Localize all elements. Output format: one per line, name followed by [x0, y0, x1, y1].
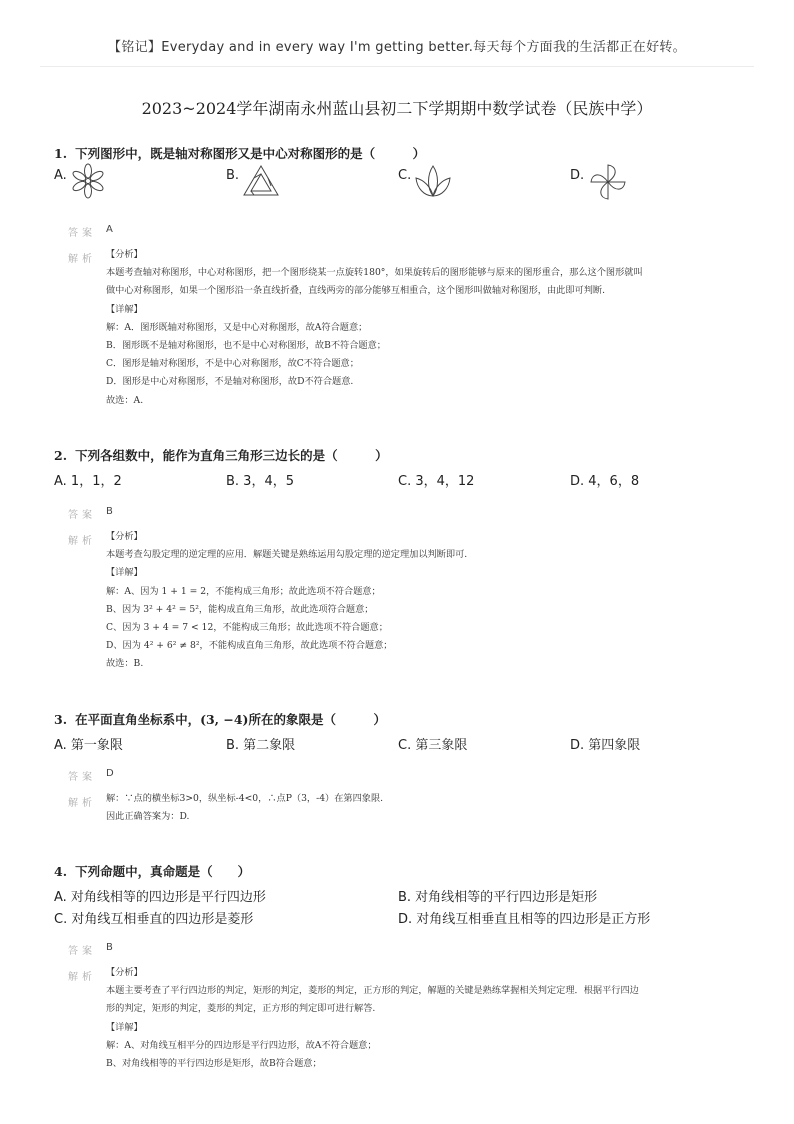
pinwheel-icon: [588, 162, 628, 202]
options-row: [54, 470, 754, 492]
analysis-line: 【分析】: [106, 249, 143, 260]
question-1: [54, 144, 754, 190]
question-stem: 在平面直角坐标系中，(3, −4)所在的象限是（ ）: [75, 712, 386, 727]
question-stem: 下列命题中，真命题是（ ）: [75, 864, 251, 879]
motto-banner: 【铭记】Everyday and in every way I'm getting better.每天每个方面我的生活都正在好转。: [108, 40, 686, 55]
analysis-line: B．图形既不是轴对称图形，也不是中心对称图形，故B不符合题意；: [106, 340, 386, 352]
analysis-line: 形的判定，矩形的判定，菱形的判定，正方形的判定即可进行解答.: [106, 1003, 376, 1015]
answer-value: A: [106, 224, 113, 235]
analysis-line: 解：A．图形既轴对称图形，又是中心对称图形，故A符合题意；: [106, 321, 368, 333]
analysis-label: 解析: [68, 798, 96, 809]
option-a[interactable]: A.: [54, 168, 67, 183]
analysis-text: [106, 964, 726, 1073]
analysis-line: 本题主要考查了平行四边形的判定，矩形的判定，菱形的判定，正方形的判定，解题的关键是熟练掌握相关判定定理．根据平行四边: [106, 985, 639, 997]
analysis-line: B、因为 3² + 4² = 5²，能构成直角三角形，故此选项符合题意；: [106, 603, 374, 615]
analysis-line: 因此正确答案为：D.: [106, 811, 190, 823]
analysis-line: 解：∵点的横坐标3>0，纵坐标-4<0，∴点P（3，-4）在第四象限.: [106, 793, 384, 804]
answer-value: B: [106, 942, 113, 953]
option-b[interactable]: B. 对角线相等的平行四边形是矩形: [398, 890, 598, 905]
options-row: [54, 734, 754, 756]
question-number: 3.: [54, 712, 68, 727]
question-number: 1.: [54, 146, 68, 161]
analysis-line: 解：A、因为 1 + 1 = 2，不能构成三角形；故此选项不符合题意；: [106, 585, 381, 597]
option-d[interactable]: D. 对角线互相垂直且相等的四边形是正方形: [398, 912, 651, 927]
analysis-line: D、因为 4² + 6² ≠ 8²，不能构成直角三角形，故此选项不符合题意；: [106, 640, 393, 652]
option-b[interactable]: B.: [226, 168, 240, 183]
analysis-line: 做中心对称图形，如果一个图形沿一条直线折叠，直线两旁的部分能够互相重合，这个图形叫做轴对称图形，由此即可判断.: [106, 285, 606, 297]
option-b[interactable]: B. 3，4，5: [226, 474, 294, 489]
analysis-line: C．图形是轴对称图形，不是中心对称图形，故C不符合题意；: [106, 358, 359, 370]
answer-value: D: [106, 768, 114, 779]
analysis-label: 解析: [68, 254, 96, 265]
analysis-line: 【分析】: [106, 967, 143, 978]
flower-six-petal-icon: [70, 162, 106, 200]
analysis-line: 故选：B.: [106, 658, 144, 670]
analysis-line: 【详解】: [106, 303, 143, 315]
analysis-line: B、对角线相等的平行四边形是矩形，故B符合题意；: [106, 1058, 322, 1070]
question-number: 2.: [54, 448, 68, 463]
question-2: [54, 446, 754, 492]
analysis-text: [106, 790, 726, 826]
option-a[interactable]: A. 对角线相等的四边形是平行四边形: [54, 890, 266, 905]
option-c[interactable]: C. 对角线互相垂直的四边形是菱形: [54, 912, 254, 927]
analysis-line: 本题考查勾股定理的逆定理的应用．解题关键是熟练运用勾股定理的逆定理加以判断即可.: [106, 549, 468, 561]
analysis-line: D．图形是中心对称图形，不是轴对称图形，故D不符合题意.: [106, 376, 354, 388]
analysis-line: 故选：A.: [106, 394, 144, 406]
option-c[interactable]: C.: [398, 168, 412, 183]
options-row: [54, 168, 754, 190]
analysis-line: 【详解】: [106, 1021, 143, 1033]
analysis-label: 解析: [68, 972, 96, 983]
analysis-line: 解：A、对角线互相平分的四边形是平行四边形，故A不符合题意；: [106, 1039, 377, 1051]
option-d[interactable]: D.: [570, 168, 585, 183]
option-d[interactable]: D. 4，6，8: [570, 474, 640, 489]
question-stem: 下列图形中，既是轴对称图形又是中心对称图形的是（ ）: [75, 146, 426, 161]
option-b[interactable]: B. 第二象限: [226, 738, 296, 753]
options-row: [54, 886, 754, 908]
option-d[interactable]: D. 第四象限: [570, 738, 641, 753]
lotus-icon: [414, 162, 452, 200]
options-row: [54, 908, 754, 930]
question-stem: 下列各组数中，能作为直角三角形三边长的是（ ）: [75, 448, 388, 463]
option-a[interactable]: A. 1，1，2: [54, 474, 122, 489]
analysis-line: 【分析】: [106, 531, 143, 542]
answer-label: 答案: [68, 946, 96, 957]
analysis-label: 解析: [68, 536, 96, 547]
analysis-line: 本题考查轴对称图形，中心对称图形，把一个图形绕某一点旋转180°，如果旋转后的图形能够与原来的图形重合，那么这个图形就叫: [106, 267, 643, 279]
question-4: [54, 862, 754, 930]
analysis-line: C、因为 3 + 4 = 7 < 12，不能构成三角形；故此选项不符合题意；: [106, 622, 388, 634]
answer-label: 答案: [68, 772, 96, 783]
recycle-triangle-icon: [242, 164, 280, 198]
analysis-line: 【详解】: [106, 567, 143, 579]
answer-label: 答案: [68, 228, 96, 239]
analysis-text: [106, 528, 726, 674]
analysis-text: [106, 246, 726, 410]
option-a[interactable]: A. 第一象限: [54, 738, 123, 753]
option-c[interactable]: C. 3，4，12: [398, 474, 475, 489]
question-number: 4.: [54, 864, 68, 879]
header-divider: [40, 66, 754, 67]
question-3: [54, 710, 754, 756]
answer-label: 答案: [68, 510, 96, 521]
exam-title: 2023~2024学年湖南永州蓝山县初二下学期期中数学试卷（民族中学）: [141, 99, 653, 118]
answer-value: B: [106, 506, 113, 517]
option-c[interactable]: C. 第三象限: [398, 738, 468, 753]
